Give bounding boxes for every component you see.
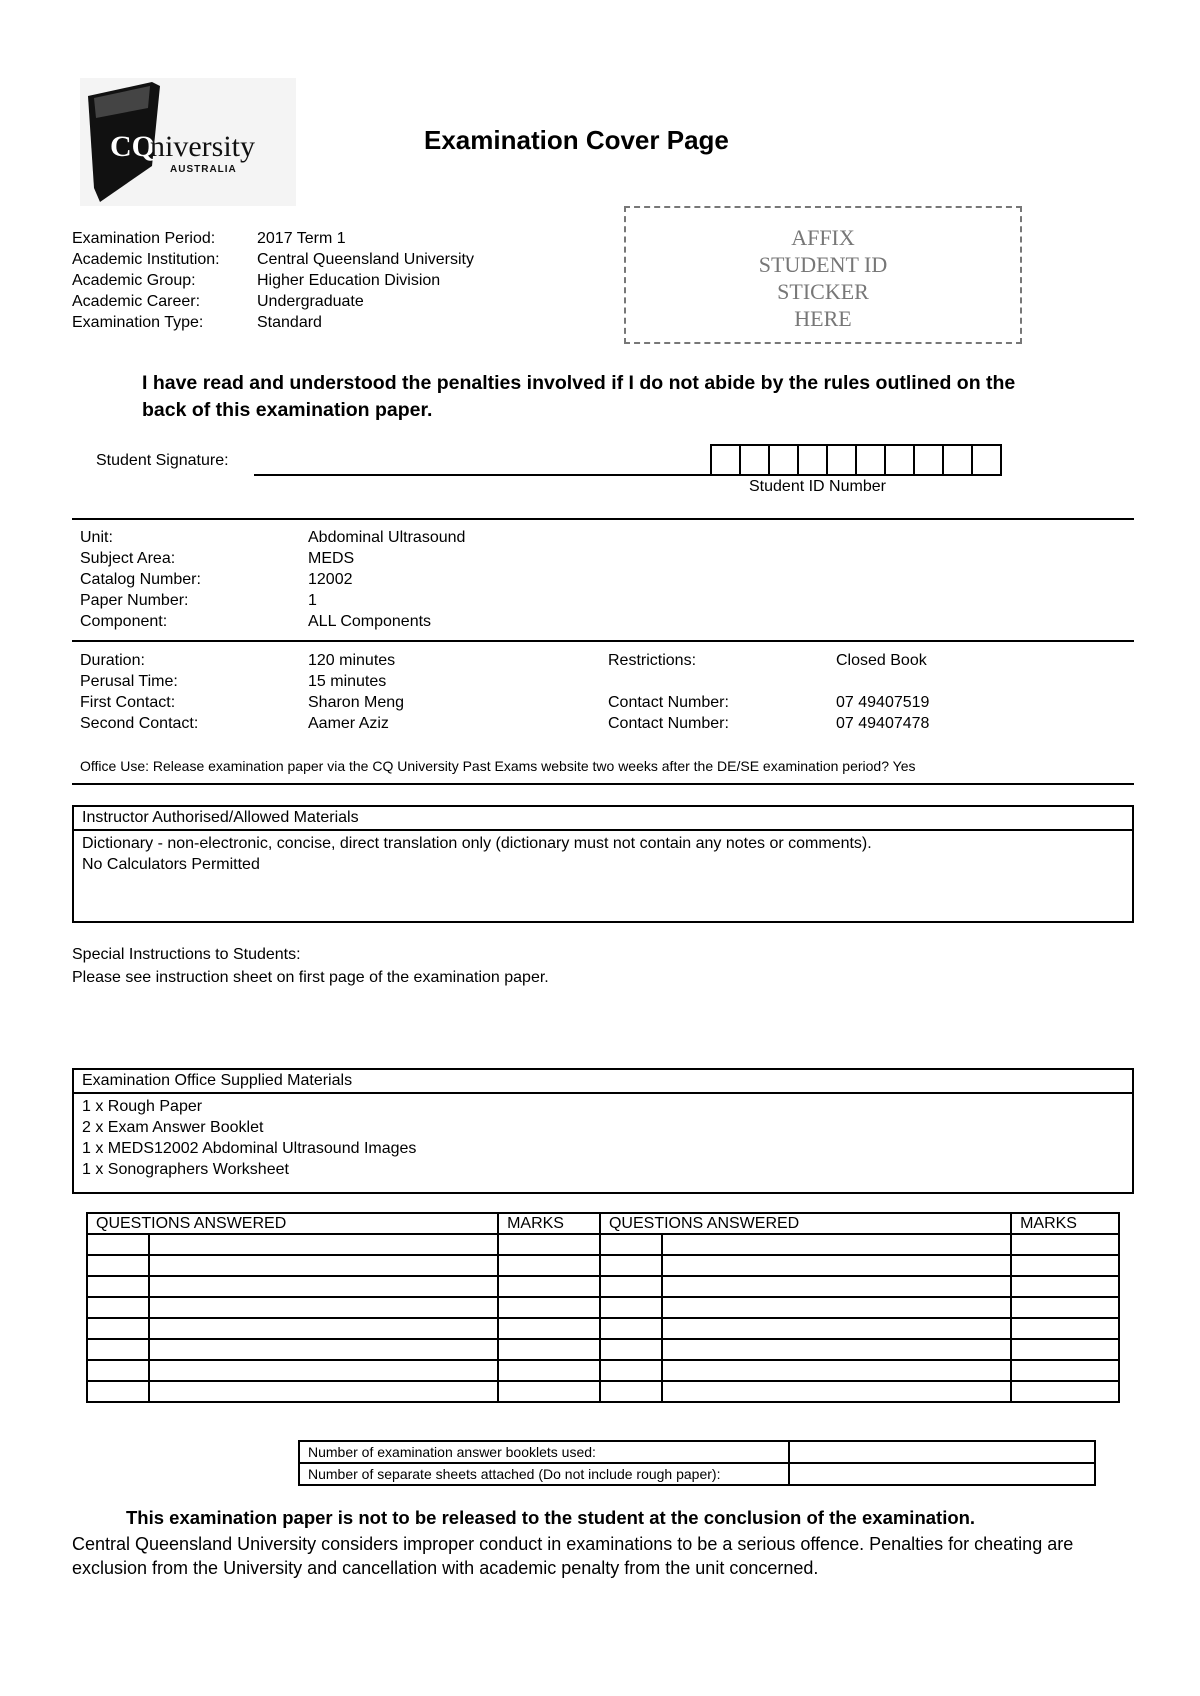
duration-values (308, 650, 404, 734)
marks-cell[interactable] (498, 1255, 600, 1276)
question-number-cell[interactable] (87, 1318, 149, 1339)
marks-cell[interactable] (1011, 1318, 1119, 1339)
table-row (87, 1255, 1119, 1276)
contact-number-value: 07 49407519 (836, 694, 930, 711)
table-row (87, 1234, 1119, 1255)
id-digit-box[interactable] (913, 444, 944, 476)
component-value: ALL Components (308, 613, 432, 630)
question-number-cell[interactable] (87, 1297, 149, 1318)
marks-header: MARKS (1011, 1213, 1119, 1234)
question-cell[interactable] (149, 1276, 498, 1297)
question-cell[interactable] (662, 1318, 1011, 1339)
signature-label: Student Signature: (96, 452, 229, 469)
supplied-material-item: 1 x Rough Paper (82, 1098, 203, 1115)
unit-value: Abdominal Ultrasound (308, 529, 466, 546)
marks-cell[interactable] (498, 1297, 600, 1318)
id-digit-box[interactable] (884, 444, 915, 476)
question-number-cell[interactable] (87, 1234, 149, 1255)
divider (72, 783, 1134, 785)
duration-value: 120 minutes (308, 652, 396, 669)
id-digit-box[interactable] (971, 444, 1002, 476)
group-label: Academic Group: (72, 272, 196, 289)
contact-value-empty (836, 671, 929, 692)
question-cell[interactable] (149, 1339, 498, 1360)
perusal-time-value: 15 minutes (308, 673, 387, 690)
second-contact-value: Aamer Aziz (308, 715, 389, 732)
question-cell[interactable] (662, 1339, 1011, 1360)
marks-cell[interactable] (498, 1381, 600, 1402)
special-instructions-text: Please see instruction sheet on first page of the examination paper. (72, 969, 549, 986)
question-number-cell[interactable] (600, 1234, 662, 1255)
question-number-cell[interactable] (600, 1318, 662, 1339)
subject-area-value: MEDS (308, 550, 355, 567)
duration-label: Duration: (80, 652, 145, 669)
question-cell[interactable] (662, 1381, 1011, 1402)
second-contact-label: Second Contact: (80, 715, 199, 732)
university-logo (80, 78, 296, 206)
questions-answered-header: QUESTIONS ANSWERED (87, 1213, 498, 1234)
catalog-number-value: 12002 (308, 571, 353, 588)
question-cell[interactable] (149, 1318, 498, 1339)
table-row (87, 1360, 1119, 1381)
contact-number-label: Contact Number: (608, 694, 729, 711)
booklets-used-cell[interactable] (789, 1441, 1095, 1463)
id-digit-box[interactable] (768, 444, 799, 476)
marks-cell[interactable] (1011, 1297, 1119, 1318)
allowed-material-item: No Calculators Permitted (82, 856, 260, 873)
question-cell[interactable] (149, 1255, 498, 1276)
marks-cell[interactable] (1011, 1276, 1119, 1297)
question-number-cell[interactable] (600, 1255, 662, 1276)
exam-period-value: 2017 Term 1 (257, 230, 346, 247)
table-row (87, 1318, 1119, 1339)
institution-label: Academic Institution: (72, 251, 220, 268)
exam-type-value: Standard (257, 314, 322, 331)
questions-answered-header: QUESTIONS ANSWERED (600, 1213, 1011, 1234)
question-cell[interactable] (149, 1234, 498, 1255)
id-digit-box[interactable] (942, 444, 973, 476)
marks-cell[interactable] (498, 1339, 600, 1360)
table-row (87, 1276, 1119, 1297)
table-row (87, 1297, 1119, 1318)
table-row (299, 1463, 1095, 1485)
question-cell[interactable] (149, 1360, 498, 1381)
id-digit-box[interactable] (855, 444, 886, 476)
sticker-line: STICKER (777, 279, 869, 304)
student-id-sticker-box (624, 206, 1022, 344)
divider (72, 640, 1134, 642)
career-value: Undergraduate (257, 293, 364, 310)
catalog-number-label: Catalog Number: (80, 571, 201, 588)
sticker-line: HERE (794, 306, 852, 331)
table-row (299, 1441, 1095, 1463)
allowed-materials-box (72, 805, 1134, 923)
unit-label: Unit: (80, 529, 113, 546)
question-cell[interactable] (149, 1297, 498, 1318)
special-instructions-header: Special Instructions to Students: (72, 946, 301, 963)
allowed-material-item: Dictionary - non-electronic, concise, direct translation only (dictionary must not contain any notes or comments). (82, 835, 872, 852)
separate-sheets-label: Number of separate sheets attached (Do not include rough paper): (299, 1463, 789, 1485)
svg-text:AUSTRALIA: AUSTRALIA (170, 164, 237, 175)
signature-line[interactable] (254, 474, 712, 476)
question-cell[interactable] (662, 1276, 1011, 1297)
marks-cell[interactable] (1011, 1360, 1119, 1381)
question-number-cell[interactable] (600, 1381, 662, 1402)
institution-value: Central Queensland University (257, 251, 474, 268)
question-number-cell[interactable] (600, 1297, 662, 1318)
question-cell[interactable] (662, 1360, 1011, 1381)
marks-header: MARKS (498, 1213, 600, 1234)
exam-info-values (257, 228, 474, 333)
unit-info-values (308, 527, 465, 632)
subject-area-label: Subject Area: (80, 550, 176, 567)
component-label: Component: (80, 613, 168, 630)
table-row (87, 1381, 1119, 1402)
question-number-cell[interactable] (87, 1381, 149, 1402)
special-instructions (72, 943, 549, 989)
marks-cell[interactable] (498, 1276, 600, 1297)
supplied-material-item: 1 x MEDS12002 Abdominal Ultrasound Images (82, 1140, 417, 1157)
group-value: Higher Education Division (257, 272, 441, 289)
question-number-cell[interactable] (600, 1339, 662, 1360)
id-digit-box[interactable] (710, 444, 741, 476)
restrictions-label: Restrictions: (608, 652, 697, 669)
question-cell[interactable] (149, 1381, 498, 1402)
booklets-used-label: Number of examination answer booklets used: (299, 1441, 789, 1463)
id-digit-box[interactable] (739, 444, 770, 476)
duration-labels (80, 650, 198, 734)
id-digit-box[interactable] (797, 444, 828, 476)
perusal-time-label: Perusal Time: (80, 673, 178, 690)
sticker-line: AFFIX (791, 225, 855, 250)
svg-text:CQ: CQ (110, 130, 155, 163)
misconduct-notice: Central Queensland University considers improper conduct in examinations to be a serious offence. Penalties for cheating are exclusion from the University and cancellation with academic penalty from the unit concerned. (72, 1534, 1074, 1578)
contact-number-label: Contact Number: (608, 715, 729, 732)
marks-cell[interactable] (1011, 1255, 1119, 1276)
sticker-line: STUDENT ID (758, 252, 888, 277)
id-digit-box[interactable] (826, 444, 857, 476)
marks-cell[interactable] (498, 1318, 600, 1339)
student-id-label: Student ID Number (749, 478, 886, 495)
first-contact-label: First Contact: (80, 694, 176, 711)
marks-cell[interactable] (1011, 1234, 1119, 1255)
supplied-materials-box (72, 1068, 1134, 1194)
supplied-material-item: 1 x Sonographers Worksheet (82, 1161, 289, 1178)
question-number-cell[interactable] (600, 1276, 662, 1297)
question-cell[interactable] (662, 1234, 1011, 1255)
allowed-materials-header: Instructor Authorised/Allowed Materials (74, 807, 1132, 831)
marks-cell[interactable] (1011, 1381, 1119, 1402)
table-header-row (87, 1213, 1119, 1234)
unit-info-labels (80, 527, 201, 632)
paper-number-label: Paper Number: (80, 592, 189, 609)
marks-cell[interactable] (498, 1234, 600, 1255)
svg-text:niversity: niversity (150, 130, 255, 163)
question-number-cell[interactable] (87, 1255, 149, 1276)
contact-labels (608, 650, 729, 734)
supplied-materials-header: Examination Office Supplied Materials (74, 1070, 1132, 1094)
question-number-cell[interactable] (87, 1276, 149, 1297)
office-use-note: Office Use: Release examination paper via the CQ University Past Exams website two weeks after the DE/SE examination period? Yes (80, 758, 916, 774)
question-number-cell[interactable] (87, 1339, 149, 1360)
divider (72, 518, 1134, 520)
contact-values (836, 650, 929, 734)
question-number-cell[interactable] (87, 1360, 149, 1381)
supplied-material-item: 2 x Exam Answer Booklet (82, 1119, 264, 1136)
questions-table-body (87, 1234, 1119, 1402)
exam-info-labels (72, 228, 220, 333)
declaration: I have read and understood the penalties involved if I do not abide by the rules outlined on the back of this examination paper. (142, 372, 1016, 421)
exam-type-label: Examination Type: (72, 314, 204, 331)
marks-cell[interactable] (498, 1360, 600, 1381)
page-title: Examination Cover Page (424, 125, 729, 155)
release-warning: This examination paper is not to be released to the student at the conclusion of the examination. (126, 1507, 976, 1528)
exam-period-label: Examination Period: (72, 230, 216, 247)
booklet-count-table (298, 1440, 1096, 1486)
question-cell[interactable] (662, 1255, 1011, 1276)
questions-answered-table (86, 1212, 1120, 1403)
contact-number-value: 07 49407478 (836, 715, 930, 732)
question-cell[interactable] (662, 1297, 1011, 1318)
contact-label-empty (608, 671, 729, 692)
table-row (87, 1339, 1119, 1360)
marks-cell[interactable] (1011, 1339, 1119, 1360)
restrictions-value: Closed Book (836, 652, 927, 669)
career-label: Academic Career: (72, 293, 201, 310)
question-number-cell[interactable] (600, 1360, 662, 1381)
paper-number-value: 1 (308, 592, 317, 609)
separate-sheets-cell[interactable] (789, 1463, 1095, 1485)
first-contact-value: Sharon Meng (308, 694, 405, 711)
